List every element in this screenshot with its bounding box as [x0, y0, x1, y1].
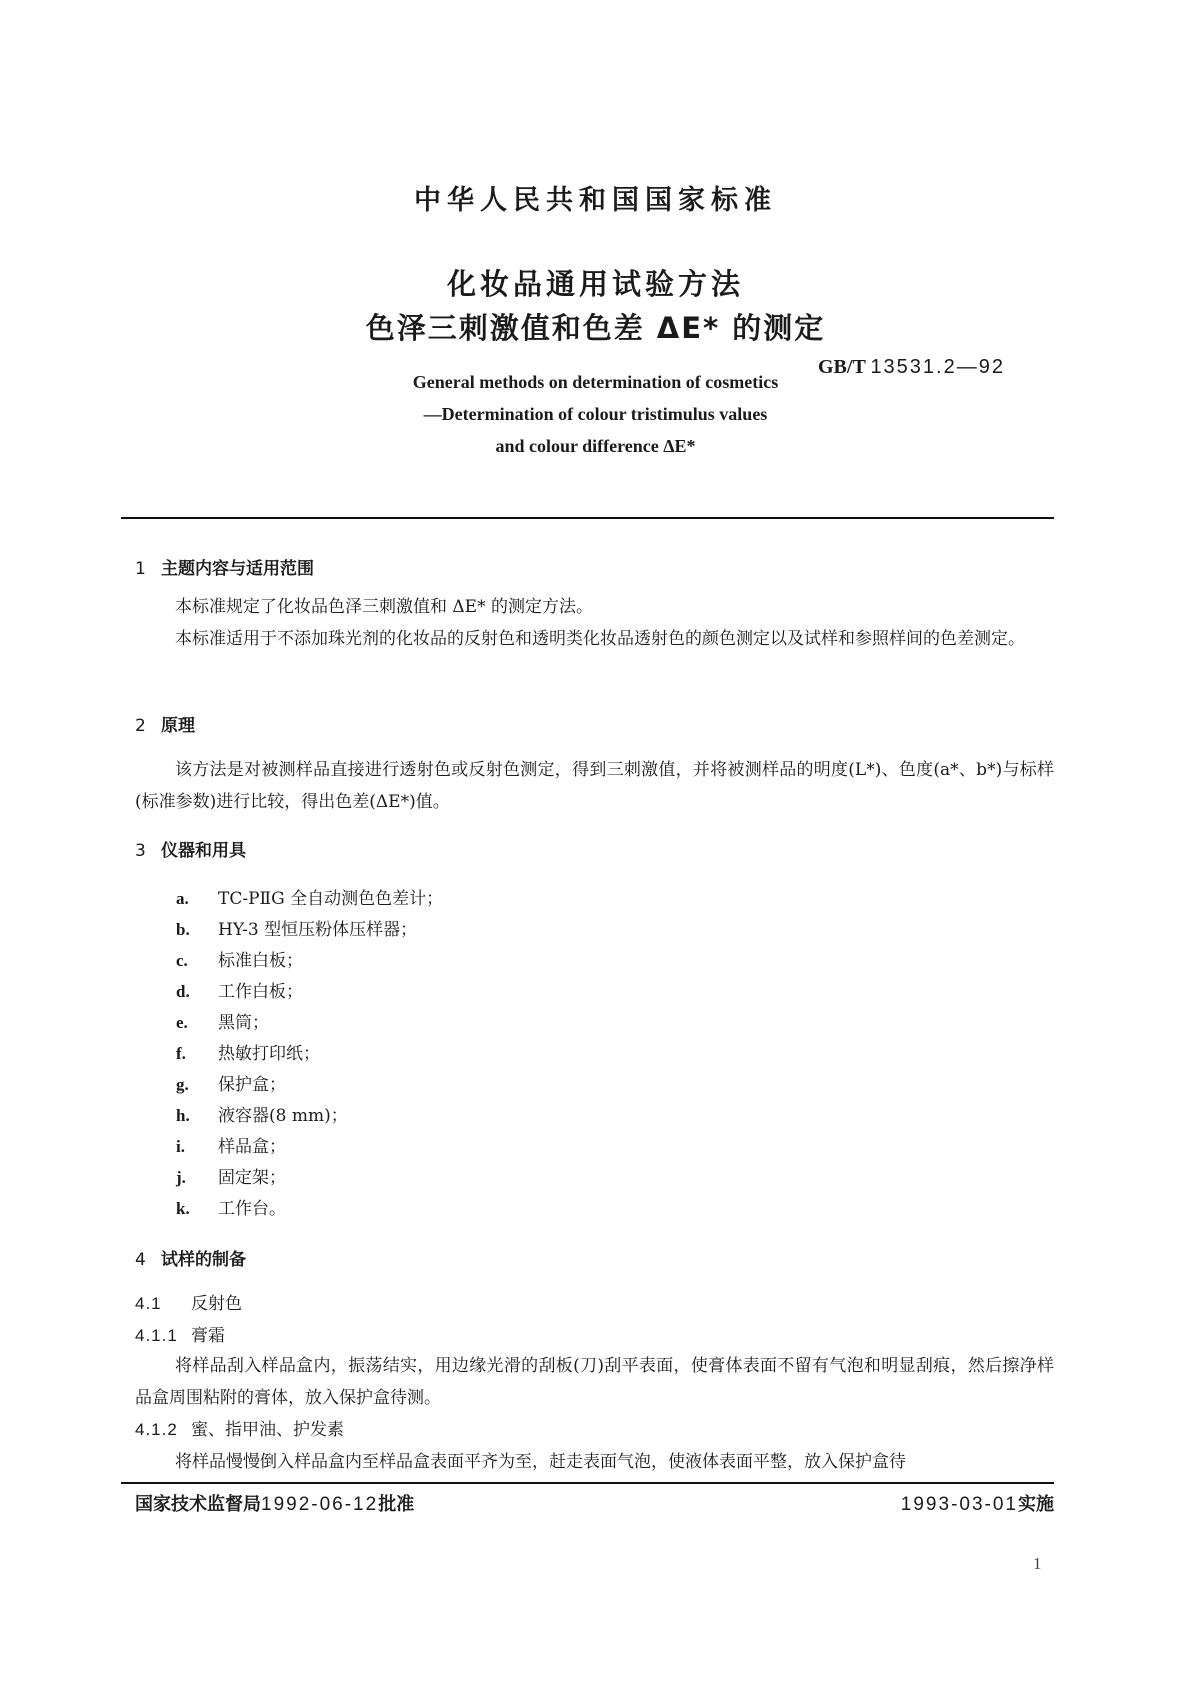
- section-title: 原理: [161, 716, 195, 736]
- list-item-label: j.: [176, 1168, 186, 1187]
- section-2-heading: [135, 711, 195, 736]
- list-item: [176, 884, 443, 909]
- list-item: [176, 1039, 320, 1064]
- list-item: [176, 946, 303, 971]
- list-item-label: h.: [176, 1106, 190, 1125]
- section-4-heading: [135, 1245, 246, 1270]
- list-item-text: 样品盒；: [218, 1137, 286, 1157]
- list-item: [176, 977, 303, 1002]
- section-title: 主题内容与适用范围: [161, 559, 314, 579]
- subsection-title: 蜜、指甲油、护发素: [191, 1420, 344, 1440]
- approval-org: 国家技术监督局: [135, 1494, 261, 1515]
- subsection-number: 4.1.1: [135, 1326, 178, 1345]
- section-title: 试样的制备: [161, 1250, 246, 1270]
- list-item-text: TC-PⅡG 全自动测色色差计；: [218, 889, 444, 909]
- list-item: [176, 1132, 286, 1157]
- list-item-text: 标准白板；: [218, 951, 303, 971]
- subsection-title: 反射色: [191, 1294, 242, 1314]
- list-item-text: 工作台。: [218, 1199, 286, 1219]
- english-title-line1: General methods on determination of cosmetics: [412, 372, 779, 392]
- standard-code-number: 13531.2—92: [870, 356, 1005, 378]
- section-1-paragraph-2: 本标准适用于不添加珠光剂的化妆品的反射色和透明类化妆品透射色的颜色测定以及试样和参照样间的色差测定。: [175, 629, 1025, 649]
- section-number: 3: [135, 841, 146, 861]
- list-item-label: i.: [176, 1137, 185, 1156]
- subsection-4-1-heading: [135, 1289, 242, 1314]
- standard-code-prefix: GB/T: [818, 356, 866, 378]
- list-item-text: 固定架；: [218, 1168, 286, 1188]
- approval-date: 1992-06-12: [261, 1494, 379, 1515]
- english-title-line3: and colour difference ΔE*: [495, 436, 696, 456]
- document-title-line2: 色泽三刺激值和色差 ΔE* 的测定: [365, 311, 826, 345]
- section-title: 仪器和用具: [161, 841, 246, 861]
- subsection-4-1-2-heading: [135, 1415, 344, 1440]
- list-item: [176, 1070, 286, 1095]
- list-item-text: HY-3 型恒压粉体压样器；: [218, 920, 418, 940]
- list-item-label: g.: [176, 1075, 189, 1094]
- list-item-label: e.: [176, 1013, 188, 1032]
- english-title-line2: —Determination of colour tristimulus values: [423, 404, 768, 424]
- list-item: [176, 1008, 269, 1033]
- effective-date: 1993-03-01: [900, 1494, 1018, 1515]
- list-item-text: 液容器(8 mm)；: [218, 1106, 348, 1126]
- list-item: [176, 915, 417, 940]
- subsection-number: 4.1: [135, 1294, 162, 1313]
- section-1-heading: [135, 554, 314, 579]
- section-number: 2: [135, 716, 146, 736]
- subsection-title: 膏霜: [191, 1326, 225, 1346]
- list-item: [176, 1163, 286, 1188]
- list-item-label: f.: [176, 1044, 186, 1063]
- effective-word: 实施: [1018, 1494, 1054, 1515]
- section-number: 1: [135, 559, 146, 579]
- subsection-4-1-2-paragraph: 将样品慢慢倒入样品盒内至样品盒表面平齐为至，赶走表面气泡，使液体表面平整，放入保护盒待: [175, 1452, 906, 1472]
- list-item-label: d.: [176, 982, 190, 1001]
- section-2-paragraph: 该方法是对被测样品直接进行透射色或反射色测定，得到三刺激值，并将被测样品的明度(L*)、色度(a*、b*)与标样(标准参数)进行比较，得出色差(ΔE*)值。: [135, 760, 1054, 812]
- list-item: [176, 1194, 286, 1219]
- document-title-line1: 化妆品通用试验方法: [446, 267, 744, 301]
- list-item-text: 热敏打印纸；: [218, 1044, 320, 1064]
- list-item-label: b.: [176, 920, 190, 939]
- page-number: 1: [1033, 1554, 1042, 1573]
- subsection-4-1-1-heading: [135, 1321, 225, 1346]
- effective-line: [901, 1490, 1054, 1516]
- subsection-4-1-1-paragraph: 将样品刮入样品盒内，振荡结实，用边缘光滑的刮板(刀)刮平表面，使膏体表面不留有气泡和明显刮痕，然后擦净样品盒周围粘附的膏体，放入保护盒待测。: [135, 1356, 1054, 1408]
- list-item-label: a.: [176, 889, 189, 908]
- section-number: 4: [135, 1250, 146, 1270]
- section-3-heading: [135, 836, 246, 861]
- section-1-paragraph-1: 本标准规定了化妆品色泽三刺激值和 ΔE* 的测定方法。: [175, 597, 593, 617]
- list-item-label: c.: [176, 951, 188, 970]
- list-item-text: 黑筒；: [218, 1013, 269, 1033]
- approval-word: 批准: [378, 1494, 415, 1515]
- list-item-label: k.: [176, 1199, 190, 1218]
- list-item-text: 工作白板；: [218, 982, 303, 1002]
- footer-divider: [121, 1482, 1054, 1484]
- subsection-number: 4.1.2: [135, 1420, 178, 1439]
- national-standard-heading: 中华人民共和国国家标准: [414, 185, 777, 216]
- list-item: [176, 1101, 348, 1126]
- list-item-text: 保护盒；: [218, 1075, 286, 1095]
- header-divider: [121, 517, 1054, 519]
- approval-line: [135, 1490, 414, 1516]
